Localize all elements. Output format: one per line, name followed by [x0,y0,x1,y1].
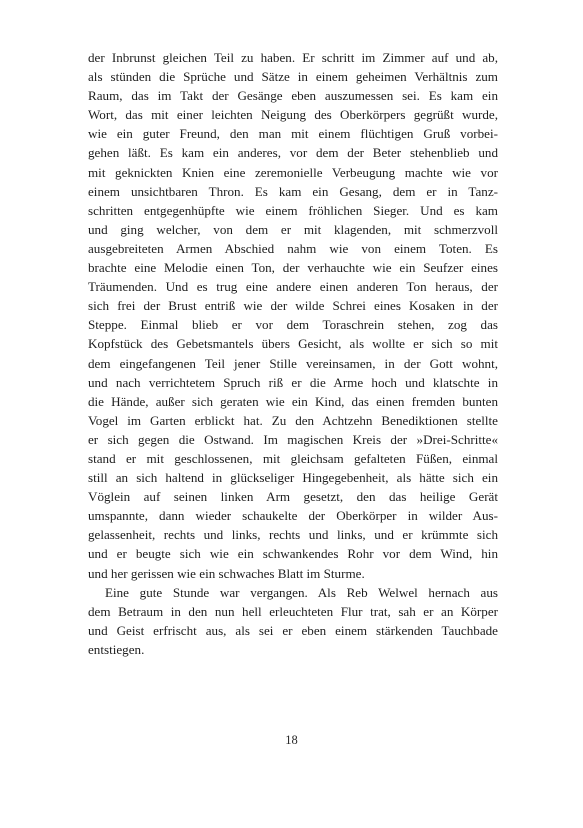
text-line: mit geknickten Knien eine zeremonielle Verbeugung machte wie vor [88,164,498,180]
text-line: und er beugte sich wie ein schwankendes Rohr vor dem Wind, hin [88,546,498,562]
text-line: brachte eine Melodie einen Ton, der verhauchte wie ein Seufzer eines [88,260,498,276]
text-line: Vöglein auf seinen linken Arm gesetzt, den das heilige Gerät [88,489,498,505]
text-line: und nach verrichtetem Spruch riß er die Arme hoch und klatschte in [88,374,498,390]
text-line: Kopfstück des Gebetsmantels übers Gesicht, als wollte er sich so mit [88,336,498,352]
text-line: ausgebreiteten Armen Abschied nahm wie von einem Toten. Es [88,240,498,256]
text-line: der Inbrunst gleichen Teil zu haben. Er schritt im Zimmer auf und ab, [88,50,498,65]
text-line: umspannte, dann wieder schaukelte der Oberkörper in wilder Aus- [88,508,498,524]
text-line: und Geist erfrischt aus, als sei er eben einem stärkenden Tauchbade [88,623,498,639]
text-line: als stünden die Sprüche und Sätze in einem geheimen Verhältnis zum [88,69,498,85]
text-line: still an sich haltend in glückseliger Hingegebenheit, als hätte sich ein [88,470,498,486]
text-line: sich frei der Brust entriß wie der wilde Schrei eines Kosaken in der [88,298,498,314]
text-line: gelassenheit, rechts und links, rechts und links, und er krümmte sich [88,527,498,543]
paragraph-1 [88,48,498,583]
text-line: schritten entgegenhüpfte wie einem fröhlichen Sieger. Und es kam [88,202,498,218]
page-number: 18 [285,733,298,747]
text-line: und her gerissen wie ein schwaches Blatt im Sturme. [88,565,365,581]
text-line: gehen läßt. Es kam ein anderes, vor dem der Beter stehenblieb und [88,145,498,161]
text-line: Wort, das mit einer leichten Neigung des Oberkörpers gegrüßt wurde, [88,107,498,123]
paragraph-2 [88,583,498,659]
text-line: Träumenden. Und es trug eine andere einen anderen Ton heraus, der [88,279,498,295]
text-line: einem unsichtbaren Thron. Es kam ein Gesang, dem er in Tanz- [88,183,498,199]
text-line: Steppe. Einmal blieb er vor dem Toraschrein stehen, zog das [88,317,498,333]
text-line: dem Betraum in den nun hell erleuchteten Flur trat, sah er an Körper [88,604,498,620]
text-line: wie ein guter Freund, den man mit einem flüchtigen Gruß vorbei- [88,126,498,142]
text-line: Vogel im Garten erblickt hat. Zu den Achtzehn Benediktionen stellte [88,412,498,428]
text-line: er sich gegen die Ostwand. Im magischen Kreis der »Drei-Schritte« [88,431,498,447]
body-text [88,48,498,660]
text-line: stand er mit geschlossenen, mit gleichsam gefalteten Füßen, einmal [88,450,498,466]
text-line: entstiegen. [88,642,145,658]
text-line: Eine gute Stunde war vergangen. Als Reb Welwel hernach aus [105,585,498,601]
text-line: Raum, das im Takt der Gesänge eben auszumessen sei. Es kam ein [88,88,498,104]
text-line: die Hände, außer sich geraten wie ein Kind, das einen fremden bunten [88,393,498,409]
text-line: dem eingefangenen Teil jener Stille vereinsamen, in der Gott wohnt, [88,355,498,371]
text-line: und ging welcher, von dem er mit klagenden, mit schmerzvoll [88,221,498,237]
